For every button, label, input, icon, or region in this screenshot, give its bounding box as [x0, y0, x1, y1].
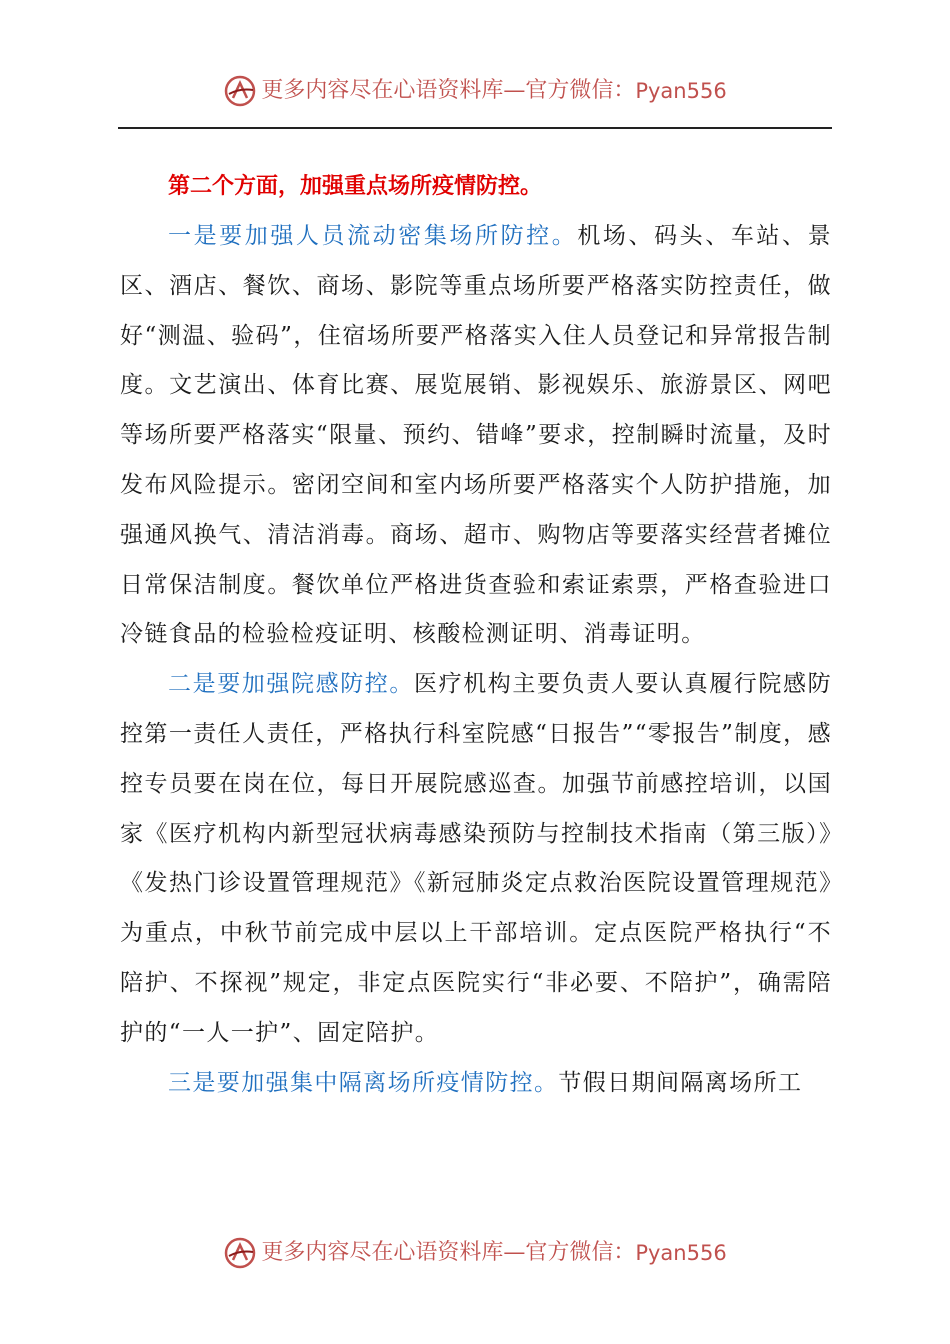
header-divider: [118, 127, 832, 129]
watermark-id: Pyan556: [635, 79, 727, 103]
logo-icon: [223, 74, 257, 108]
paragraph-body: 节假日期间隔离场所工: [558, 1069, 803, 1096]
paragraph-body: 医疗机构主要负责人要认真履行院感防控第一责任人责任，严格执行科室院感“日报告”“零报告”制度，感控专员要在岗在位，每日开展院感巡查。加强节前感控培训，以国家《医疗机构内新型冠状病毒感染预防与控制技术指南（第三版）》《发热门诊设置管理规范》《新冠肺炎定点救治医院设置管理规范》为重点，中秋节前完成中层以上干部培训。定点医院严格执行“不陪护、不探视”规定，非定点医院实行“非必要、不陪护”，确需陪护的“一人一护”、固定陪护。: [120, 671, 832, 1046]
watermark-id: Pyan556: [635, 1241, 727, 1265]
paragraph-lead: 三是要加强集中隔离场所疫情防控。: [168, 1069, 559, 1096]
logo-icon: [223, 1236, 257, 1270]
paragraph-body: 机场、码头、车站、景区、酒店、餐饮、商场、影院等重点场所要严格落实防控责任，做好“测温、验码”，住宿场所要严格落实入住人员登记和异常报告制度。文艺演出、体育比赛、展览展销、影视娱乐、旅游景区、网吧等场所要严格落实“限量、预约、错峰”要求，控制瞬时流量，及时发布风险提示。密闭空间和室内场所要严格落实个人防护措施，加强通风换气、清洁消毒。商场、超市、购物店等要落实经营者摊位日常保洁制度。餐饮单位严格进货查验和索证索票，严格查验进口冷链食品的检验检疫证明、核酸检测证明、消毒证明。: [120, 223, 832, 648]
paragraph-lead: 一是要加强人员流动密集场所防控。: [168, 223, 578, 249]
watermark-text: 更多内容尽在心语资料库—官方微信：: [261, 1240, 636, 1265]
watermark-text: 更多内容尽在心语资料库—官方微信：: [261, 78, 636, 103]
paragraph-3: [120, 1059, 832, 1109]
header-watermark: [0, 74, 950, 108]
paragraph-2: [120, 660, 832, 1058]
paragraph-lead: 二是要加强院感防控。: [168, 671, 414, 698]
section-heading: 第二个方面，加强重点场所疫情防控。: [168, 174, 543, 199]
document-body: [120, 162, 832, 1108]
footer-watermark: [0, 1236, 950, 1270]
paragraph-1: [120, 212, 832, 660]
